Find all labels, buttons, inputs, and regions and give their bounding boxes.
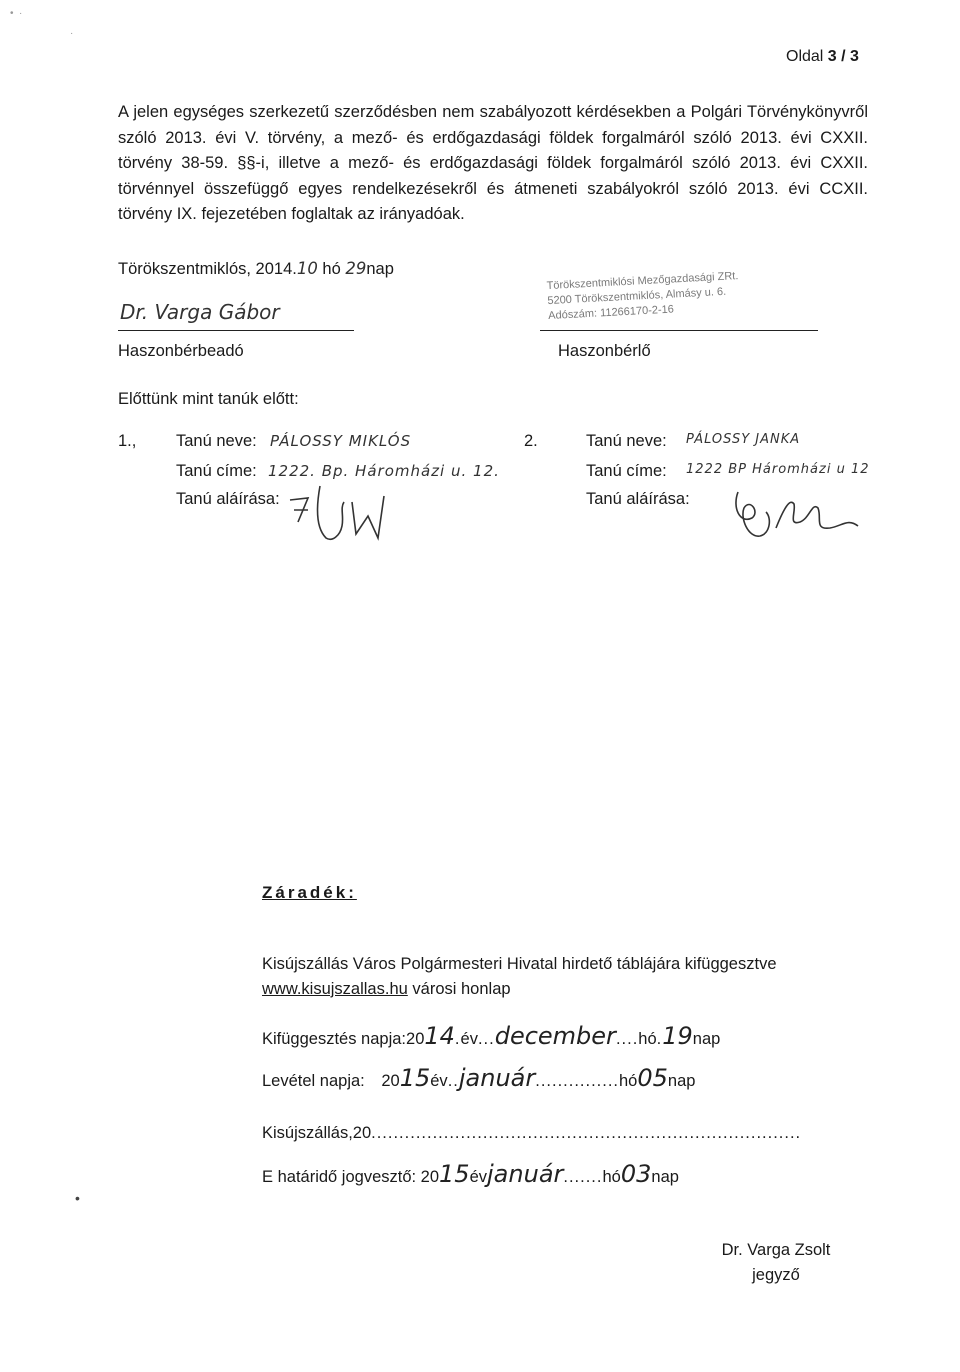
zaradek-paragraph: [262, 952, 862, 1002]
deadline-month: január: [487, 1160, 564, 1188]
zaradek-line1: Kisújszállás Város Polgármesteri Hivatal hirdető táblájára kifüggesztve: [262, 955, 777, 973]
witness2-signature: [730, 478, 880, 548]
witness1-name-label: Tanú neve:: [176, 432, 257, 450]
removal-year: 15: [399, 1064, 431, 1092]
place-date-prefix: Törökszentmiklós, 2014.: [118, 260, 297, 278]
witness1-index: 1.,: [118, 432, 137, 450]
website-link[interactable]: www.kisujszallas.hu: [262, 980, 408, 998]
witness2-name: PÁLOSSY JANKA: [686, 432, 801, 447]
signer-title: jegyző: [752, 1266, 800, 1284]
scan-speck: • ·: [10, 8, 23, 19]
witness1-signature-label: Tanú aláírása:: [176, 490, 280, 508]
place-date: [118, 259, 394, 279]
deadline-line: E határidő jogvesztő: 2015évjanuár.......hó03nap: [262, 1160, 679, 1188]
posting-date-label: Kifüggesztés napja:20: [262, 1030, 425, 1048]
lessor-signature: Dr. Varga Gábor: [120, 300, 280, 324]
posting-month: december: [494, 1022, 616, 1050]
witness1-name: PÁLOSSY MIKLÓS: [270, 432, 412, 450]
posting-ev: év: [460, 1030, 478, 1048]
posting-day: 19: [662, 1022, 693, 1050]
witness2-address: 1222 BP Háromházi u 12: [686, 462, 870, 477]
removal-nap: nap: [667, 1072, 696, 1090]
removal-date-label: Levétel napja:: [262, 1072, 365, 1090]
signer-name: Dr. Varga Zsolt: [721, 1241, 831, 1259]
deadline-nap: nap: [651, 1168, 679, 1186]
page-number: [786, 48, 859, 66]
page-label: Oldal: [786, 48, 828, 65]
deadline-day: 03: [620, 1160, 652, 1188]
deadline-ev: év: [469, 1168, 488, 1186]
witness-intro: Előttünk mint tanúk előtt:: [118, 390, 299, 408]
page-total: 3: [850, 48, 859, 65]
witness2-address-label: Tanú címe:: [586, 462, 667, 480]
page-current: 3: [827, 48, 837, 65]
witness1-address-label: Tanú címe:: [176, 462, 257, 480]
contract-paragraph: A jelen egységes szerkezetű szerződésben nem szabályozott kérdésekben a Polgári Törvénykönyvről szóló 2013. évi V. törvény, a mező- és erdőgazdasági földek forgalmáról szóló 2013. évi CXXII. törvény 38-59. §§-i, illetve a mező- és erdőgazdasági földek forgalmáról szóló 2013. évi CXXII. törvénnyel összefüggő egyes rendelkezésekről és átmeneti szabályokról szóló 2013. évi CCXII. törvény IX. fejezetében foglaltak az irányadóak.: [118, 103, 868, 223]
place-date-day: 29: [345, 259, 367, 278]
place-date-suffix: nap: [366, 260, 394, 278]
posting-date-line: Kifüggesztés napja:2014.év...december....hó.19nap: [262, 1022, 721, 1050]
scan-speck: ·: [70, 28, 74, 39]
zaradek-title: Záradék:: [262, 883, 357, 902]
posting-year: 14: [424, 1022, 455, 1050]
deadline-label: E határidő jogvesztő: 20: [262, 1168, 440, 1186]
removal-prefix: 20: [381, 1072, 400, 1090]
zaradek-line2: városi honlap: [407, 980, 511, 998]
stamp-line-3: Adószám: 11266170-2-16: [547, 303, 675, 323]
notary-signer: [696, 1238, 856, 1288]
lessee-label: Haszonbérlő: [558, 342, 651, 360]
removal-ho: hó: [619, 1072, 638, 1090]
scan-speck: •: [75, 1190, 80, 1206]
kisujszallas-line: Kisújszállás,20.............................................................................: [262, 1124, 802, 1142]
witness2-signature-label: Tanú aláírása:: [586, 490, 690, 508]
lessor-signature-line: [118, 330, 354, 331]
place-date-mid: hó: [317, 260, 346, 278]
witness1-signature: [286, 478, 426, 548]
stamp-line-1: Törökszentmiklósi Mezőgazdasági ZRt.: [546, 270, 739, 293]
deadline-year: 15: [439, 1160, 470, 1188]
witness2-index: 2.: [524, 432, 538, 450]
removal-day: 05: [637, 1064, 668, 1092]
removal-date-line: Levétel napja: 2015év..január...............hó05nap: [262, 1064, 696, 1092]
deadline-ho: hó: [602, 1168, 621, 1186]
posting-nap: nap: [692, 1030, 721, 1048]
witness1-address: 1222. Bp. Háromházi u. 12.: [268, 462, 500, 480]
posting-ho: hó: [638, 1030, 657, 1048]
removal-ev: év: [430, 1072, 448, 1090]
kisujszallas-label: Kisújszállás,20: [262, 1124, 372, 1142]
witness2-name-label: Tanú neve:: [586, 432, 667, 450]
removal-month: január: [458, 1064, 536, 1092]
place-date-month: 10: [296, 259, 318, 278]
stamp-line-2: 5200 Törökszentmiklós, Almásy u. 6.: [547, 285, 727, 308]
page-sep: /: [836, 48, 851, 65]
company-stamp: [546, 265, 819, 351]
lessor-label: Haszonbérbeadó: [118, 342, 244, 360]
